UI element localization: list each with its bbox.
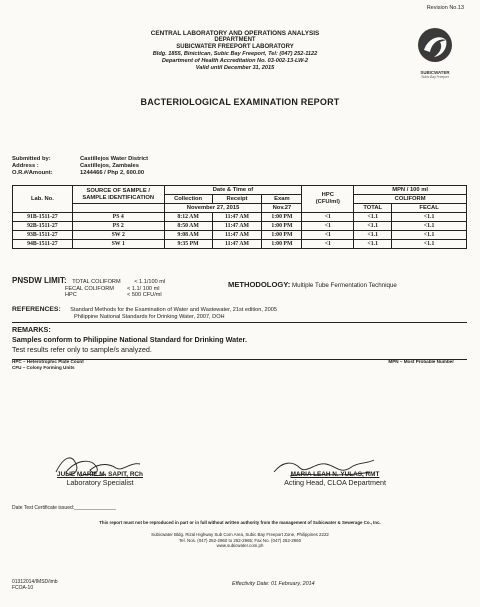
header-line-2: DEPARTMENT xyxy=(214,37,256,43)
address-line3: www.subicwater.com.ph xyxy=(216,543,264,549)
remarks-label: REMARKS: xyxy=(12,325,51,334)
signatory-left-role: Laboratory Specialist xyxy=(66,478,134,487)
pnsdw-label: PNSDW LIMIT: xyxy=(12,276,67,285)
remarks-line1: Samples conform to Philippine National Standard for Drinking Water. xyxy=(12,335,247,344)
methodology-label: METHODOLOGY: xyxy=(228,280,291,289)
form-codes xyxy=(12,579,58,591)
address-label: Address : xyxy=(12,163,39,169)
cell-total: <1.1 xyxy=(354,231,392,240)
header-line-6: Valid until December 31, 2015 xyxy=(195,65,275,71)
effectivity-date: Effectivity Date: 01 February, 2014 xyxy=(232,581,315,587)
company-address xyxy=(0,532,480,549)
references xyxy=(12,307,277,320)
cell-fecal: <1.1 xyxy=(392,231,467,240)
cell-collection: 9:08 AM xyxy=(164,231,212,240)
table-row xyxy=(13,240,467,249)
cell-fecal: <1.1 xyxy=(392,240,467,249)
header-exam-date: Nov.27 xyxy=(262,204,302,213)
results-table xyxy=(12,185,467,249)
cell-lab-no: 93B-1511-27 xyxy=(13,231,73,240)
lab-header xyxy=(50,30,420,72)
remarks-box xyxy=(12,322,467,360)
cell-receipt: 11:47 AM xyxy=(212,231,262,240)
revision-number: Revision No.13 xyxy=(426,5,464,11)
header-hpc-line1: HPC xyxy=(321,192,334,198)
header-line-3: SUBICWATER FREEPORT LABORATORY xyxy=(176,44,294,50)
cell-hpc: <1 xyxy=(302,231,354,240)
table-row xyxy=(13,231,467,240)
submitted-by-label: Submitted by: xyxy=(12,156,51,162)
pnsdw-fecal-value: < 1.1/ 100 ml xyxy=(127,285,160,292)
footnote-hpc: HPC – Heterotrophic Plate Count xyxy=(12,359,84,364)
header-source-line1: SOURCE OF SAMPLE / xyxy=(86,187,150,194)
submission-info xyxy=(12,156,148,177)
cell-lab-no: 94B-1511-27 xyxy=(13,240,73,249)
pnsdw-fecal-label: FECAL COLIFORM xyxy=(65,285,114,292)
cell-receipt: 11:47 AM xyxy=(212,213,262,222)
cell-hpc: <1 xyxy=(302,240,354,249)
date-certificate-issued: Date Test Certificate issued:_______________ xyxy=(12,505,116,511)
footnote-cfu: CFU – Colony Forming Units xyxy=(12,365,75,370)
table-row xyxy=(13,213,467,222)
signatory-right-name: MARIA LEAH N. YULAS, RMT xyxy=(290,471,380,478)
cell-source: PS 2 xyxy=(72,222,164,231)
cell-hpc: <1 xyxy=(302,213,354,222)
header-line-5: Department of Health Accreditation No. 03-002-13-LW-2 xyxy=(161,58,309,64)
pnsdw-hpc-label: HPC xyxy=(65,292,77,299)
header-source-blank xyxy=(72,204,164,213)
signatory-left-name: JULIE MARIE M. SAPIT, RCh xyxy=(57,471,143,478)
remarks-line2: Test results refer only to sample/s analyzed. xyxy=(12,345,152,354)
header-coliform: COLIFORM xyxy=(354,195,467,204)
header-total: TOTAL xyxy=(354,204,392,213)
header-receipt: Receipt xyxy=(212,195,262,204)
cell-lab-no: 92B-1511-27 xyxy=(13,222,73,231)
pnsdw-total-value: < 1.1/100 ml xyxy=(134,279,166,285)
footnote-mpn: MPN – Most Probable Number xyxy=(388,359,454,364)
signatory-right-role: Acting Head, CLOA Department xyxy=(284,478,386,487)
cell-lab-no: 91B-1511-27 xyxy=(13,213,73,222)
header-hpc-line2: (CFU/ml) xyxy=(315,199,340,205)
cell-exam: 1:00 PM xyxy=(262,213,302,222)
header-mpn: MPN / 100 ml xyxy=(354,186,467,195)
cell-exam: 1:00 PM xyxy=(262,240,302,249)
signatory-left xyxy=(10,471,190,487)
references-line1: Standard Methods for the Examination of Water and Wastewater, 21st edition, 2005 xyxy=(70,307,277,313)
cell-total: <1.1 xyxy=(354,222,392,231)
cell-total: <1.1 xyxy=(354,240,392,249)
form-code: 01312014/IMSD/imb xyxy=(12,579,58,585)
table-row xyxy=(13,222,467,231)
report-title: BACTERIOLOGICAL EXAMINATION REPORT xyxy=(140,97,340,107)
cell-receipt: 11:47 AM xyxy=(212,222,262,231)
methodology xyxy=(228,280,397,289)
address-value: Castillejos, Zambales xyxy=(80,163,139,169)
cell-fecal: <1.1 xyxy=(392,222,467,231)
references-line2: Philippine National Standards for Drinking Water, 2007, DOH xyxy=(74,313,225,320)
cell-source: PS 4 xyxy=(72,213,164,222)
form-code-2: FCOA-10 xyxy=(12,585,34,591)
submitted-by-value: Castillejos Water District xyxy=(80,156,149,162)
cell-exam: 1:00 PM xyxy=(262,222,302,231)
logo-tagline: Subic Bay Freeport xyxy=(421,75,449,79)
header-date-time: Date & Time of xyxy=(164,186,302,195)
subicwater-logo xyxy=(412,26,458,79)
header-collection-date: November 27, 2015 xyxy=(164,204,262,213)
cell-exam: 1:00 PM xyxy=(262,231,302,240)
address-line1: Subicwater Bldg. Rizal Highway Sub Com Area, Subic Bay Freeport Zone, Philippines 2222 xyxy=(151,532,329,537)
cell-source: SW 1 xyxy=(72,240,164,249)
logo-name: SUBICWATER xyxy=(420,70,450,75)
cell-collection: 8:12 AM xyxy=(164,213,212,222)
address-line2: Tel. Nos. (047) 252-2960 to 252-2965; Fax No. (047) 252-2960 xyxy=(178,537,302,543)
header-line-4: Bldg. 1855, Binictican, Subic Bay Freeport, Tel: (047) 252-1122 xyxy=(152,51,318,57)
cell-total: <1.1 xyxy=(354,213,392,222)
header-exam: Exam xyxy=(262,195,302,204)
reproduction-notice: This report must not be reproduced in part or in full without written authority from the management of Subicwater & Sewerage Co., Inc. xyxy=(99,520,381,525)
pnsdw-total-label: TOTAL COLIFORM xyxy=(72,279,121,285)
cell-source: SW 2 xyxy=(72,231,164,240)
signatory-right xyxy=(245,471,425,487)
header-fecal: FECAL xyxy=(392,204,467,213)
swirl-logo-icon xyxy=(416,26,454,64)
header-source xyxy=(72,186,164,204)
references-label: REFERENCES: xyxy=(12,306,61,313)
pnsdw-limits xyxy=(12,278,165,299)
header-line-1: CENTRAL LABORATORY AND OPERATIONS ANALYSIS xyxy=(150,30,320,37)
pnsdw-hpc-value: < 500 CFU/ml xyxy=(127,292,162,299)
header-source-line2: SAMPLE IDENTIFICATION xyxy=(82,194,155,201)
cell-collection: 8:50 AM xyxy=(164,222,212,231)
or-amount-label: O.R.#/Amount: xyxy=(12,170,53,176)
or-amount-value: 1244466 / Php 2, 600.00 xyxy=(80,170,145,176)
cell-hpc: <1 xyxy=(302,222,354,231)
cell-collection: 9:35 PM xyxy=(164,240,212,249)
cell-receipt: 11:47 AM xyxy=(212,240,262,249)
header-lab-no: Lab. No. xyxy=(13,186,73,213)
header-collection: Collection xyxy=(164,195,212,204)
cell-fecal: <1.1 xyxy=(392,213,467,222)
methodology-value: Multiple Tube Fermentation Technique xyxy=(292,282,397,289)
header-hpc xyxy=(302,186,354,213)
